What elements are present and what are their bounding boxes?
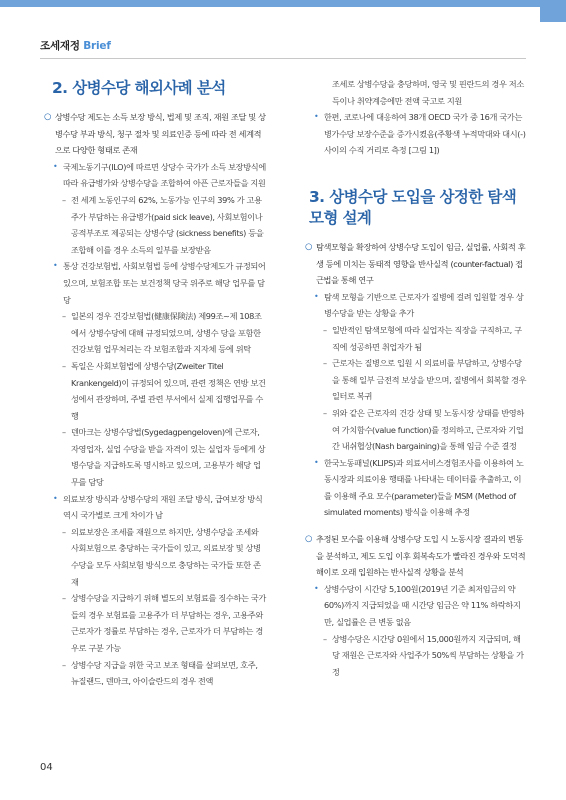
bullet-marker: •	[53, 493, 58, 503]
dash-item: – 상병수당은 시간당 0원에서 15,000원까지 지급되며, 해당 재원은 근로자와 사업주가 50%씩 부담하는 상황을 가정	[305, 631, 527, 681]
top-corner-accent	[540, 0, 566, 22]
left-column	[44, 78, 266, 690]
section-title-2: 2. 상병수당 해외사례 분석	[52, 79, 226, 97]
dash-item: – 위와 같은 근로자의 건강 상태 및 노동시장 상태를 반영하여 가치함수(value function)를 정의하고, 근로자와 기업 간 내쉬협상(Nash bargaining)을 통해 임금 수준 결정	[305, 405, 527, 455]
bullet-marker: •	[314, 112, 319, 122]
bullet-item: • 탐색 모형을 기반으로 근로자가 질병에 걸려 입원할 경우 상병수당을 받는 상황을 추가	[305, 289, 527, 322]
dash-item: – 일반적인 탐색모형에 따라 실업자는 직장을 구직하고, 구직에 성공하면 취업자가 됨	[305, 322, 527, 355]
bullet-item: • 국제노동기구(ILO)에 따르면 상당수 국가가 소득 보장방식에 따라 유급병가와 상병수당을 조합하여 아픈 근로자들을 지원	[44, 159, 266, 192]
circle-marker: ○	[305, 241, 313, 252]
dash-marker: –	[62, 194, 66, 205]
page-header	[40, 38, 111, 53]
dash-item: – 일본의 경우 건강보험법(健康保険法) 제99조~제 108조에서 상병수당에 대해 규정되었으며, 상병수 당을 포함한 건강보험 업무처리는 각 보험조합과 지자체 등에 위탁	[44, 308, 266, 358]
dash-marker: –	[323, 324, 327, 335]
continued-text: 조세로 상병수당을 충당하며, 영국 및 핀란드의 경우 저소득이나 취약계층에만 전액 국고로 지원	[332, 79, 524, 106]
bullet-item: • 한편, 코로나에 대응하여 38개 OECD 국가 중 16개 국가는 병가수당 보장수준을 증가시켰음(주황색 누적막대와 대시(-) 사이의 수직 거리로 측정 [그림 1])	[305, 109, 527, 159]
bullet-marker: •	[314, 583, 319, 593]
bullet-item: • 통상 건강보험법, 사회보험법 등에 상병수당제도가 규정되어 있으며, 보험조합 또는 보건정책 당국 위주로 해당 업무를 담당	[44, 258, 266, 308]
header-rule	[40, 58, 526, 59]
dash-marker: –	[62, 311, 66, 322]
dash-marker: –	[62, 593, 66, 604]
dash-marker: –	[323, 358, 327, 369]
bullet-marker: •	[314, 291, 319, 301]
bullet-marker: •	[314, 457, 319, 467]
dash-marker: –	[62, 526, 66, 537]
top-color-bar	[0, 0, 566, 7]
dash-marker: –	[62, 360, 66, 371]
bullet-marker: •	[53, 161, 58, 171]
dash-item: – 의료보장은 조세를 재원으로 하지만, 상병수당을 조세와 사회보험으로 충당하는 국가들이 있고, 의료보장 및 상병수당을 모두 사회보험 방식으로 충당하는 국가들 또한 존재	[44, 524, 266, 590]
dash-marker: –	[323, 633, 327, 644]
paragraph-circle: ○ 추정된 모수를 이용해 상병수당 도입 시 노동시장 결과의 변동을 분석하고, 제도 도입 이후 회복속도가 빨라진 경우와 도덕적 해이로 오래 입원하는 반사실적 상황을 분석	[305, 531, 527, 581]
header-title: 조세재정	[40, 40, 80, 52]
bullet-item: • 의료보장 방식과 상병수당의 재원 조달 방식, 급여보장 방식 역시 국가별로 크게 차이가 남	[44, 491, 266, 524]
right-column	[305, 76, 527, 680]
dash-item: – 전 세계 노동인구의 62%, 노동가능 인구의 39% 가 고용주가 부담하는 유급병가(paid sick leave), 사회보험이나 공적부조로 제공되는 상병수당 (sickness benefits) 등을 조합해 이를 경우 소득의 일부를 보장받음	[44, 192, 266, 258]
dash-item: – 독일은 사회보험법에 상병수당(Zweiter Titel Krankengeld)이 규정되어 있으며, 관련 정책은 연방 보건성에서 관장하며, 주별 관련 부서에서 실제 집행업무를 수행	[44, 358, 266, 424]
dash-item: – 상병수당을 지급하기 위해 별도의 보험료를 징수하는 국가들의 경우 보험료를 고용주가 더 부담하는 경우, 고용주와 근로자가 정률로 부담하는 경우, 근로자가 더 부담하는 경우로 구분 가능	[44, 590, 266, 656]
dash-marker: –	[323, 407, 327, 418]
page-number: 04	[40, 762, 53, 773]
dash-item: – 근로자는 질병으로 입원 시 의료비를 부담하고, 상병수당을 통해 일부 금전적 보상을 받으며, 질병에서 회복할 경우 일터로 복귀	[305, 355, 527, 405]
dash-item: – 덴마크는 상병수당법(Sygedagpengeloven)에 근로자, 자영업자, 실업 수당을 받을 자격이 있는 실업자 등에게 상병수당을 지급하도록 명시하고 있으며, 고용부가 해당 업무를 담당	[44, 424, 266, 490]
paragraph-circle: ○ 상병수당 제도는 소득 보장 방식, 법제 및 조직, 재원 조달 및 상병수당 부과 방식, 청구 절차 및 의료인증 등에 따라 전 세계적으로 다양한 형태로 존재	[44, 109, 266, 159]
bullet-marker: •	[53, 261, 58, 271]
dash-item: – 상병수당 지급을 위한 국고 보조 형태를 살펴보면, 호주, 뉴질랜드, 덴마크, 아이슬란드의 경우 전액	[44, 657, 266, 690]
circle-marker: ○	[44, 112, 52, 122]
bullet-item: • 상병수당이 시간당 5,100원(2019년 기준 최저임금의 약 60%)까지 지급되었을 때 시간당 임금은 약 11% 하락하지만, 실업률은 큰 변동 없음	[305, 581, 527, 631]
bullet-item: • 한국노동패널(KLIPS)과 의료서비스경험조사를 이용하여 노동시장과 의료이용 행태를 나타내는 데이터를 추출하고, 이를 이용해 주요 모수(parameter)들을 MSM (Method of simulated moments) 방식을 이용해 추정	[305, 455, 527, 521]
dash-marker: –	[62, 659, 66, 670]
paragraph-circle: ○ 탐색모형을 확장하여 상병수당 도입이 임금, 실업률, 사회적 후생 등에 미치는 동태적 영향을 반사실적 (counter-factual) 접근법을 통해 연구	[305, 239, 527, 289]
header-accent: Brief	[83, 40, 111, 52]
circle-marker: ○	[305, 534, 313, 545]
dash-marker: –	[62, 427, 66, 438]
section-title-3: 3. 상병수당 도입을 상정한 탐색 모형 설계	[309, 187, 517, 227]
